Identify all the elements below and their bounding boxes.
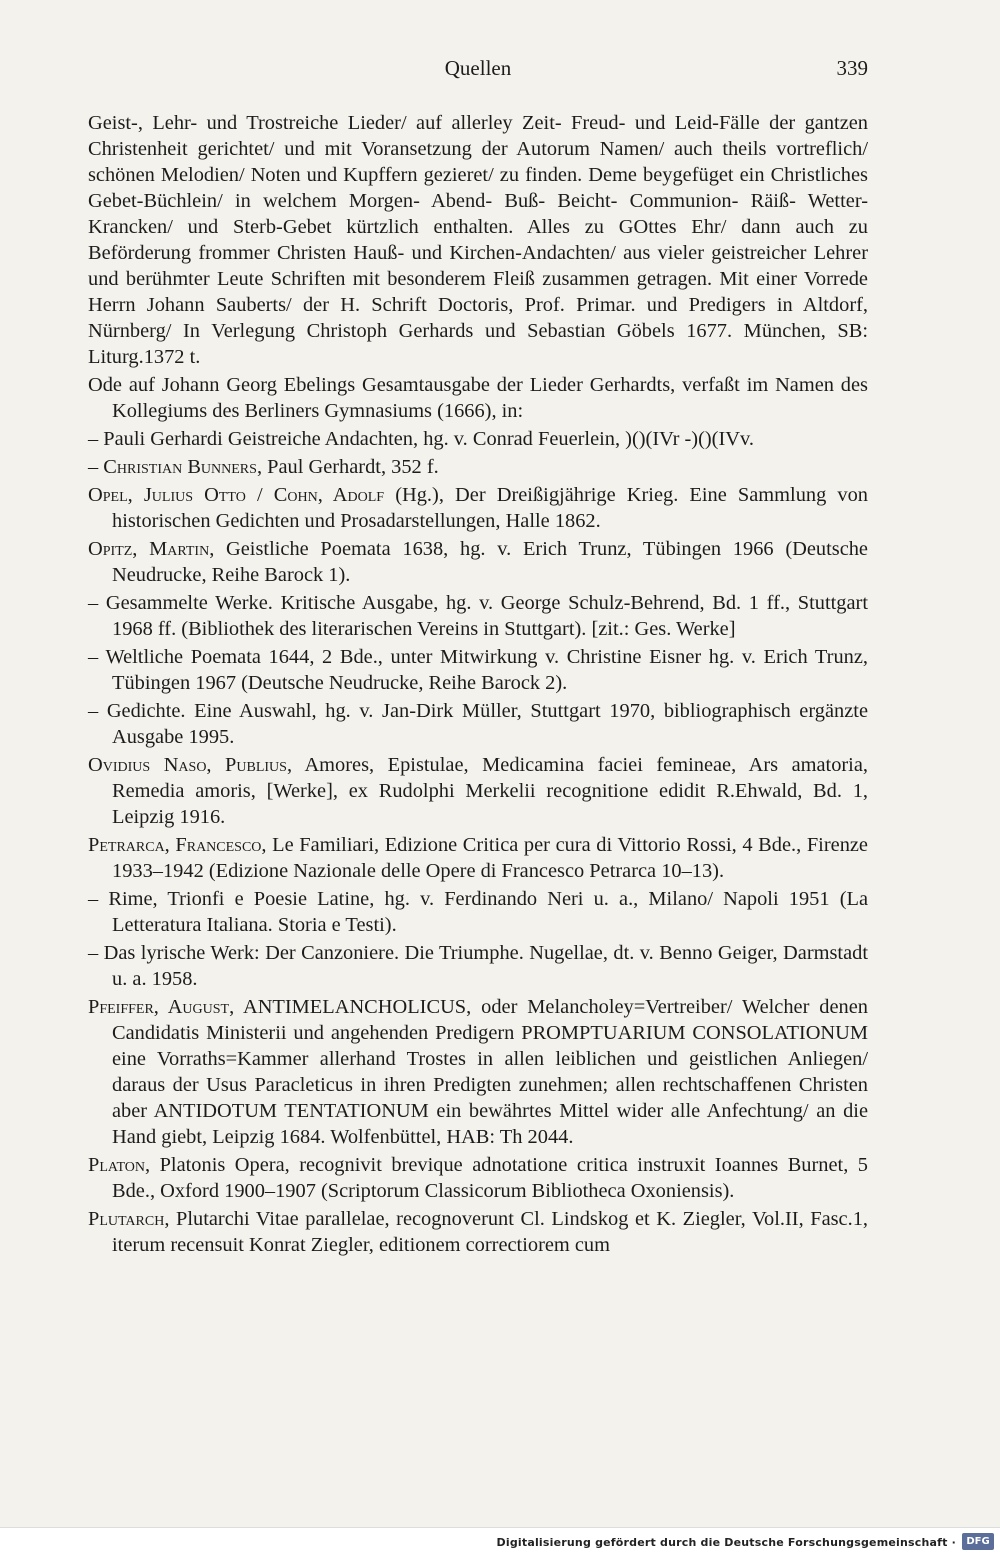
funding-credit: Digitalisierung gefördert durch die Deutsche Forschungsgemeinschaft · (496, 1536, 956, 1549)
page-header (88, 56, 868, 90)
author-name: Pfeiffer, August (88, 996, 230, 1018)
bibliography-subentry: – Gedichte. Eine Auswahl, hg. v. Jan-Dirk Müller, Stuttgart 1970, bibliographisch ergänzte Ausgabe 1995. (88, 700, 868, 748)
author-name: Cohn, Adolf (273, 484, 385, 506)
author-name: Plutarch (88, 1208, 165, 1230)
author-name: Christian Bunners (103, 456, 257, 478)
bibliography-entry: Petrarca, Francesco, Le Familiari, Edizione Critica per cura di Vittorio Rossi, 4 Bde., Firenze 1933–1942 (Edizione Nazionale delle Opere di Francesco Petrarca 10–13). (88, 834, 868, 882)
bibliography-entry: Opitz, Martin, Geistliche Poemata 1638, hg. v. Erich Trunz, Tübingen 1966 (Deutsche Neudrucke, Reihe Barock 1). (88, 538, 868, 586)
author-name: Opitz, Martin (88, 538, 210, 560)
bibliography-list (88, 110, 868, 1260)
bibliography-entry: Pfeiffer, August, ANTIMELANCHOLICUS, oder Melancholey=Vertreiber/ Welcher denen Candidatis Ministerii und angehenden Predigern PROMPTUARIUM CONSOLATIONUM eine Vorraths=Kammer allerhand Trostes in allen leiblichen und geistlichen Anliegen/ daraus der Usus Paracleticus in ihren Predigten zunehmen; allen rechtschaffenen Christen aber ANTIDOTUM TENTATIONUM ein bewährtes Mittel wider alle Anfechtung/ an die Hand giebt, Leipzig 1684. Wolfenbüttel, HAB: Th 2044. (88, 996, 868, 1148)
bibliography-entry: Ovidius Naso, Publius, Amores, Epistulae, Medicamina faciei femineae, Ars amatoria, Remedia amoris, [Werke], ex Rudolphi Merkelii recognitione edidit R.Ehwald, Bd. 1, Leipzig 1916. (88, 754, 868, 828)
bibliography-subentry: – Weltliche Poemata 1644, 2 Bde., unter Mitwirkung v. Christine Eisner hg. v. Erich Trunz, Tübingen 1967 (Deutsche Neudrucke, Reihe Barock 2). (88, 646, 868, 694)
bibliography-subentry: – Pauli Gerhardi Geistreiche Andachten, hg. v. Conrad Feuerlein, )()(IVr -)()(IVv. (88, 428, 754, 450)
author-name: Opel, Julius Otto (88, 484, 246, 506)
bibliography-subentry: – Rime, Trionfi e Poesie Latine, hg. v. Ferdinando Neri u. a., Milano/ Napoli 1951 (La Letteratura Italiana. Storia e Testi). (88, 888, 868, 936)
bibliography-entry: Platon, Platonis Opera, recognivit brevique adnotatione critica instruxit Ioannes Burnet, 5 Bde., Oxford 1900–1907 (Scriptorum Classicorum Bibliotheca Oxoniensis). (88, 1154, 868, 1202)
bibliography-entry: Plutarch, Plutarchi Vitae parallelae, recognoverunt Cl. Lindskog et K. Ziegler, Vol.II, Fasc.1, iterum recensuit Konrat Ziegler, editionem correctiorem cum (88, 1208, 868, 1256)
running-title: Quellen (444, 56, 512, 80)
bibliography-subentry: – Christian Bunners, Paul Gerhardt, 352 f. (88, 456, 439, 478)
dfg-logo-icon: DFG (962, 1533, 994, 1550)
digitization-footer (0, 1527, 1000, 1556)
bibliography-subentry: – Das lyrische Werk: Der Canzoniere. Die Triumphe. Nugellae, dt. v. Benno Geiger, Darmstadt u. a. 1958. (88, 942, 868, 990)
author-name: Platon (88, 1154, 145, 1176)
author-name: Ovidius Naso, Publius (88, 754, 287, 776)
bibliography-entry: Geist-, Lehr- und Trostreiche Lieder/ auf allerley Zeit- Freud- und Leid-Fälle der gantzen Christenheit gerichtet/ und mit Voransetzung der Autorum Namen/ auch theils vortreflich/ schönen Melodien/ Noten und Kupffern gezieret/ zu finden. Deme beygefüget ein Christliches Gebet-Büchlein/ in welchem Morgen- Abend- Buß- Beicht- Communion- Räiß- Wetter- Krancken/ und Sterb-Gebet kürtzlich enthalten. Alles zu GOttes Ehr/ dann auch zu Beförderung frommer Christen Hauß- und Kirchen-Andachten/ aus vieler geistreicher Lehrer und berühmter Leute Schriften mit besonderem Fleiß zusammen getragen. Mit einer Vorrede Herrn Johann Sauberts/ der H. Schrift Doctoris, Prof. Primar. und Predigers in Altdorf, Nürnberg/ In Verlegung Christoph Gerhards und Sebastian Göbels 1677. München, SB: Liturg.1372 t. (88, 112, 868, 368)
bibliography-entry: Ode auf Johann Georg Ebelings Gesamtausgabe der Lieder Gerhardts, verfaßt im Namen des Kollegiums des Berliners Gymnasiums (1666), in: (88, 374, 868, 422)
page-number: 339 (836, 56, 868, 80)
bibliography-subentry: – Gesammelte Werke. Kritische Ausgabe, hg. v. George Schulz-Behrend, Bd. 1 ff., Stuttgart 1968 ff. (Bibliothek des literarischen Vereins in Stuttgart). [zit.: Ges. Werke] (88, 592, 868, 640)
bibliography-entry: Opel, Julius Otto / Cohn, Adolf (Hg.), Der Dreißigjährige Krieg. Eine Sammlung von historischen Gedichten und Prosadarstellungen, Halle 1862. (88, 484, 868, 532)
author-name: Petrarca, Francesco (88, 834, 262, 856)
